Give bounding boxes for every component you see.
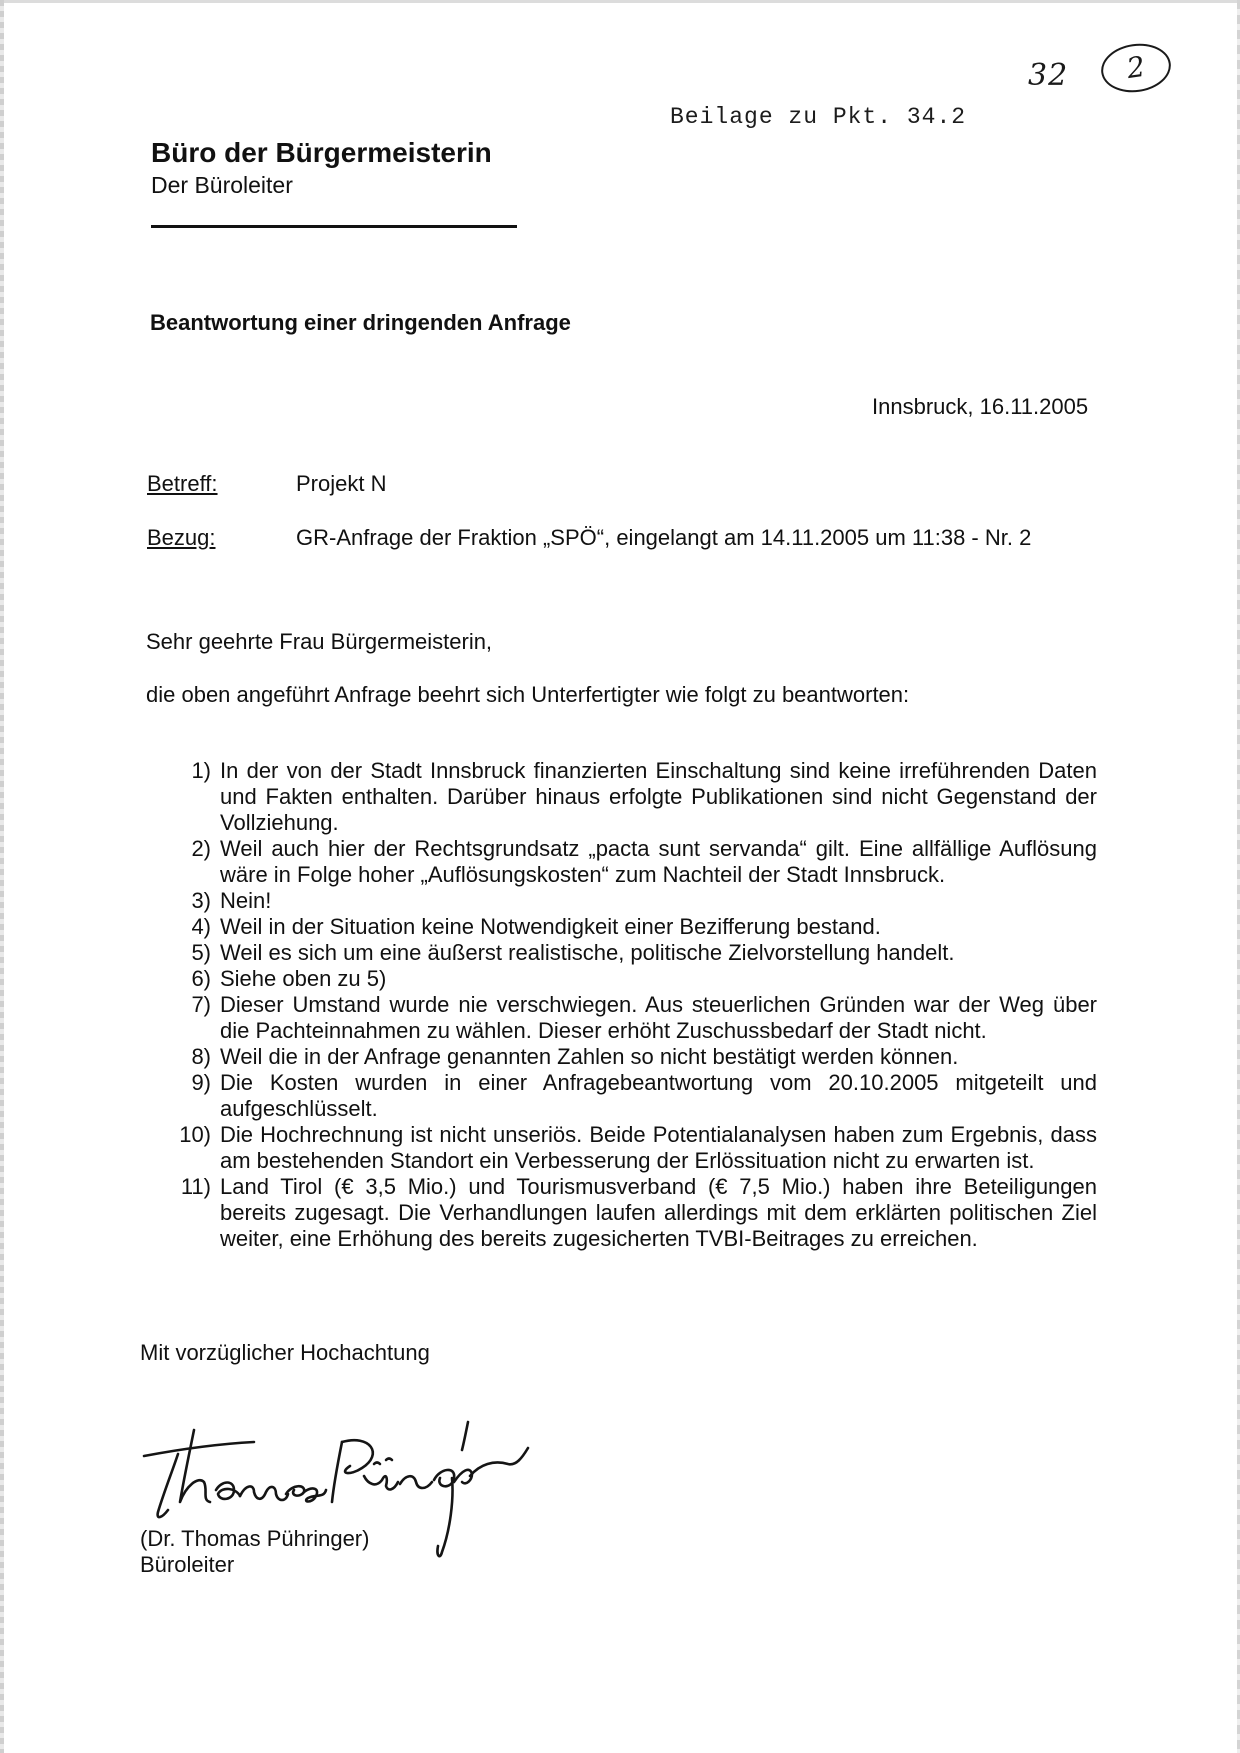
answer-text: Weil es sich um eine äußerst realistische, politische Zielvorstellung handelt. xyxy=(220,940,955,965)
answer-number: 4) xyxy=(191,914,211,939)
list-item xyxy=(165,940,1097,966)
answer-number: 5) xyxy=(191,940,211,965)
list-item xyxy=(165,836,1097,888)
list-item xyxy=(165,758,1097,836)
answer-text: Siehe oben zu 5) xyxy=(220,966,387,991)
bezug-label: Bezug: xyxy=(147,525,216,550)
office-title: Büro der Bürgermeisterin xyxy=(151,137,492,168)
attachment-reference: Beilage zu Pkt. 34.2 xyxy=(670,104,967,130)
handwritten-page-note: 32 xyxy=(1028,58,1069,93)
list-item xyxy=(165,888,1097,914)
answer-text: Weil die in der Anfrage genannten Zahlen so nicht bestätigt werden können. xyxy=(220,1044,959,1069)
circled-item-number: 2 xyxy=(1098,39,1174,96)
place-and-date: Innsbruck, 16.11.2005 xyxy=(872,394,1089,419)
salutation: Sehr geehrte Frau Bürgermeisterin, xyxy=(146,629,493,654)
answer-text: Weil in der Situation keine Notwendigkeit einer Bezifferung bestand. xyxy=(220,914,881,939)
answer-text: Land Tirol (€ 3,5 Mio.) und Tourismusverband (€ 7,5 Mio.) haben ihre Beteiligungen bereits zugesagt. Die Verhandlungen laufen allerdings mit dem erklärten politischen Ziel weiter, eine Erhöhung des bereits zugesicherten TVBI-Beitrages zu erreichen. xyxy=(220,1174,1097,1251)
answer-text: In der von der Stadt Innsbruck finanzierten Einschaltung sind keine irreführenden Daten und Fakten enthalten. Darüber hinaus erfolgte Publikationen sind nicht Gegenstand der Vollziehung. xyxy=(220,758,1097,835)
closing-phrase: Mit vorzüglicher Hochachtung xyxy=(140,1340,430,1365)
signer-role: Büroleiter xyxy=(140,1552,235,1577)
subject-heading: Beantwortung einer dringenden Anfrage xyxy=(150,310,571,335)
list-item xyxy=(165,1070,1097,1122)
bezug-value: GR-Anfrage der Fraktion „SPÖ“, eingelangt am 14.11.2005 um 11:38 - Nr. 2 xyxy=(296,525,1032,550)
list-item xyxy=(165,914,1097,940)
betreff-value: Projekt N xyxy=(296,471,387,496)
intro-paragraph: die oben angeführt Anfrage beehrt sich Unterfertigter wie folgt zu beantworten: xyxy=(146,682,910,707)
list-item xyxy=(165,1044,1097,1070)
answer-text: Weil auch hier der Rechtsgrundsatz „pacta sunt servanda“ gilt. Eine allfällige Auflösung wäre in Folge hoher „Auflösungskosten“ zum Nachteil der Stadt Innsbruck. xyxy=(220,836,1097,887)
list-item xyxy=(165,1122,1097,1174)
answer-number: 11) xyxy=(180,1174,211,1199)
betreff-label: Betreff: xyxy=(147,471,218,496)
answer-text: Die Hochrechnung ist nicht unseriös. Beide Potentialanalysen haben zum Ergebnis, dass am bestehenden Standort ein Verbesserung der Erlössituation nicht zu erwarten ist. xyxy=(220,1122,1097,1173)
answer-number: 1) xyxy=(191,758,211,783)
answer-number: 7) xyxy=(191,992,211,1017)
answer-number: 3) xyxy=(191,888,211,913)
scan-edge-left xyxy=(0,0,4,1753)
scan-edge-top xyxy=(0,0,1240,3)
answer-number: 9) xyxy=(191,1070,211,1095)
answer-number: 10) xyxy=(179,1122,211,1147)
list-item xyxy=(165,1174,1097,1252)
answer-number: 2) xyxy=(191,836,211,861)
list-item xyxy=(165,966,1097,992)
office-role: Der Büroleiter xyxy=(151,172,293,198)
answer-number: 6) xyxy=(191,966,211,991)
answer-list xyxy=(165,758,1097,1252)
answer-text: Dieser Umstand wurde nie verschwiegen. Aus steuerlichen Gründen war der Weg über die Pachteinnahmen zu wählen. Dieser erhöht Zuschussbedarf der Stadt nicht. xyxy=(220,992,1097,1043)
list-item xyxy=(165,992,1097,1044)
answer-text: Die Kosten wurden in einer Anfragebeantwortung vom 20.10.2005 mitgeteilt und aufgeschlüsselt. xyxy=(220,1070,1097,1121)
signer-name: (Dr. Thomas Pühringer) xyxy=(140,1526,370,1551)
answer-number: 8) xyxy=(191,1044,211,1069)
answer-text: Nein! xyxy=(220,888,272,913)
header-divider xyxy=(151,225,517,228)
